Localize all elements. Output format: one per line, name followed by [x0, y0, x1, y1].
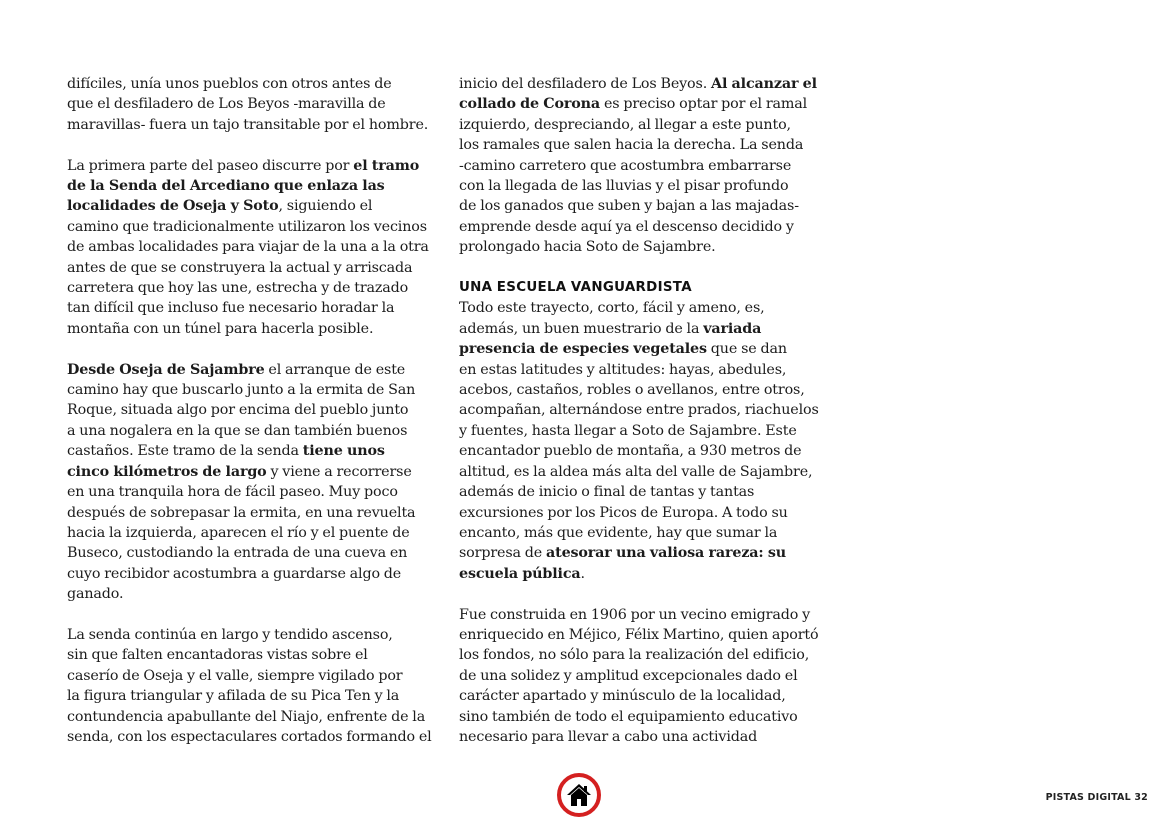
text-run: es preciso optar por el ramal: [600, 96, 808, 113]
bold-text: de la Senda del Arcediano que enlaza las: [67, 178, 385, 195]
text-line: camino que tradicionalmente utilizaron los vecinos: [67, 218, 427, 235]
text-line: [459, 94, 844, 114]
text-line: acompañan, alternándose entre prados, riachuelos: [459, 402, 819, 419]
text-run: La primera parte del paseo discurre por: [67, 157, 354, 174]
text-line: la figura triangular y afilada de su Pica Ten y la: [67, 688, 400, 705]
text-line: además de inicio o final de tantas y tantas: [459, 484, 755, 501]
text-line: los fondos, no sólo para la realización del edificio,: [459, 647, 810, 664]
text-line: Buseco, custodiando la entrada de una cueva en: [67, 545, 408, 562]
text-line: enriquecido en Méjico, Félix Martino, quien aportó: [459, 626, 819, 643]
text-line: después de sobrepasar la ermita, en una revuelta: [67, 504, 416, 521]
text-run: castaños. Este tramo de la senda: [67, 443, 303, 460]
bold-text: presencia de especies vegetales: [459, 341, 707, 358]
section-subheading: UNA ESCUELA VANGUARDISTA: [459, 280, 692, 296]
text-run: inicio del desfiladero de Los Beyos.: [459, 76, 711, 92]
text-line: acebos, castaños, robles o avellanos, entre otros,: [459, 382, 805, 399]
text-line: sin que falten encantadoras vistas sobre el: [67, 647, 368, 664]
text-line: y fuentes, hasta llegar a Soto de Sajambre. Este: [459, 422, 797, 439]
text-line: encanto, más que evidente, hay que sumar la: [459, 524, 778, 541]
text-run: que se dan: [706, 341, 787, 358]
text-run: , siguiendo el: [278, 198, 373, 215]
paragraph-construccion: [459, 605, 844, 748]
home-icon: [566, 783, 592, 807]
text-line: [459, 543, 844, 563]
text-line: en estas latitudes y altitudes: hayas, abedules,: [459, 361, 787, 378]
paragraph-especies: [459, 298, 844, 584]
text-line: Roque, situada algo por encima del pueblo junto: [67, 402, 409, 419]
text-line: montaña con un túnel para hacerla posible.: [67, 320, 374, 337]
text-line: hacia la izquierda, aparecen el río y el puente de: [67, 524, 410, 541]
paragraph-ascenso: [67, 625, 447, 747]
bold-text: escuela pública: [459, 565, 581, 582]
text-line: Fue construida en 1906 por un vecino emigrado y: [459, 606, 811, 623]
text-line: [459, 339, 844, 359]
bold-text: cinco kilómetros de largo: [67, 463, 267, 480]
text-run: y viene a recorrerse: [266, 463, 412, 480]
paragraph-oseja: [67, 360, 447, 605]
text-line: camino hay que buscarlo junto a la ermita de San: [67, 382, 416, 399]
text-line: [67, 176, 447, 196]
text-line: excursiones por los Picos de Europa. A todo su: [459, 504, 788, 521]
home-button[interactable]: [557, 773, 601, 817]
text-line: caserío de Oseja y el valle, siempre vigilado por: [67, 667, 403, 684]
bold-text: localidades de Oseja y Soto: [67, 198, 279, 215]
bold-text: atesorar una valiosa rareza: su: [546, 545, 786, 562]
text-line: maravillas- fuera un tajo transitable por el hombre.: [67, 116, 429, 133]
left-column: [67, 74, 447, 747]
text-line: [459, 564, 844, 584]
text-line: encantador pueblo de montaña, a 930 metros de: [459, 443, 802, 460]
text-line: -camino carretero que acostumbra embarrarse: [459, 157, 792, 174]
text-line: tan difícil que incluso fue necesario horadar la: [67, 300, 395, 317]
text-line: emprende desde aquí ya el descenso decidido y: [459, 218, 794, 235]
text-line: [67, 441, 447, 461]
bold-text: variada: [703, 320, 762, 337]
bold-text: el tramo: [353, 157, 420, 174]
paragraph-senda-arcediano: [67, 156, 447, 340]
text-line: los ramales que salen hacia la derecha. La senda: [459, 137, 804, 154]
text-line: La senda continúa en largo y tendido ascenso,: [67, 626, 393, 643]
text-line: que el desfiladero de Los Beyos -maravilla de: [67, 96, 386, 113]
bold-text: tiene unos: [302, 443, 385, 460]
page-footer-label: PISTAS DIGITAL 32: [1045, 792, 1148, 803]
text-line: antes de que se construyera la actual y arriscada: [67, 259, 413, 276]
text-line: [67, 156, 447, 176]
text-line: de los ganados que suben y bajan a las majadas-: [459, 198, 799, 215]
text-line: [459, 74, 844, 94]
right-column: [459, 74, 844, 747]
text-line: izquierdo, despreciando, al llegar a este punto,: [459, 116, 791, 133]
text-line: carretera que hoy las une, estrecha y de trazado: [67, 280, 409, 297]
text-line: contundencia apabullante del Niajo, enfrente de la: [67, 708, 426, 725]
text-line: de una solidez y amplitud excepcionales dado el: [459, 667, 798, 684]
text-line: ganado.: [67, 586, 124, 603]
text-line: altitud, es la aldea más alta del valle de Sajambre,: [459, 463, 813, 480]
text-line: [67, 462, 447, 482]
text-run: el arranque de este: [264, 361, 406, 378]
text-line: difíciles, unía unos pueblos con otros antes de: [67, 76, 392, 92]
text-line: prolongado hacia Soto de Sajambre.: [459, 239, 716, 256]
text-line: de ambas localidades para viajar de la una a la otra: [67, 239, 429, 256]
text-run: además, un buen muestrario de la: [459, 320, 704, 337]
text-line: a una nogalera en la que se dan también buenos: [67, 422, 408, 439]
paragraph-intro: [67, 74, 447, 135]
text-line: [67, 360, 447, 380]
text-line: sino también de todo el equipamiento educativo: [459, 708, 798, 725]
paragraph-collado: [459, 74, 844, 258]
text-line: con la llegada de las lluvias y el pisar profundo: [459, 178, 789, 195]
text-line: necesario para llevar a cabo una actividad: [459, 728, 758, 745]
text-run: .: [580, 565, 585, 582]
bold-text: Al alcanzar el: [711, 76, 817, 92]
text-line: cuyo recibidor acostumbra a guardarse algo de: [67, 565, 402, 582]
text-line: senda, con los espectaculares cortados formando el: [67, 728, 432, 745]
bold-text: collado de Corona: [459, 96, 601, 113]
text-line: carácter apartado y minúsculo de la localidad,: [459, 688, 786, 705]
text-run: sorpresa de: [459, 545, 546, 562]
bold-text: Desde Oseja de Sajambre: [67, 361, 265, 378]
text-line: Todo este trayecto, corto, fácil y ameno, es,: [459, 300, 765, 317]
text-line: en una tranquila hora de fácil paseo. Muy poco: [67, 484, 398, 501]
text-line: [459, 319, 844, 339]
text-line: [67, 196, 447, 216]
